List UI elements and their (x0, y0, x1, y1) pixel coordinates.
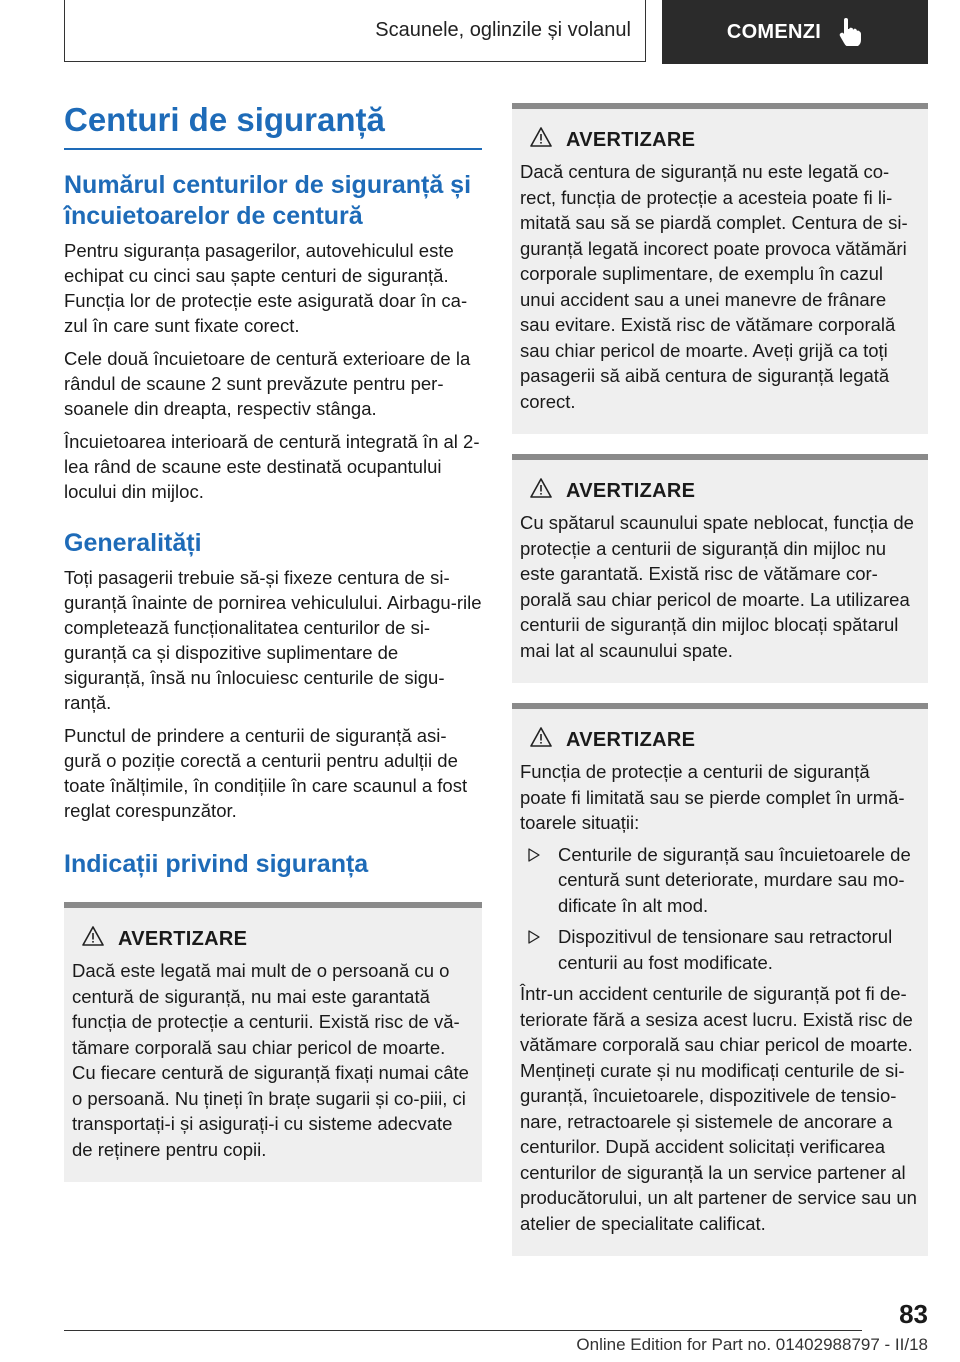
page-header (64, 0, 928, 64)
warning-box (512, 454, 928, 683)
hand-pointer-icon (839, 18, 863, 46)
warning-label: AVERTIZARE (118, 927, 248, 950)
paragraph: Punctul de prindere a centurii de siguranță asi-gură o poziție corectă a centurii pentru adulții de toate înălțimile, în condițiile în care scaunul a fost reglat corespunzător. (64, 725, 468, 821)
edition-note: Online Edition for Part no. 01402988797 - II/18 (576, 1335, 928, 1354)
chapter-tab[interactable] (662, 0, 928, 64)
warning-label: AVERTIZARE (566, 128, 696, 151)
heading-general: Generalități (64, 529, 202, 557)
list-item (528, 842, 920, 919)
triangle-bullet-icon (528, 924, 544, 975)
warning-header (520, 478, 920, 504)
warning-box (512, 703, 928, 1256)
warning-triangle-icon (82, 926, 104, 952)
warning-header (520, 727, 920, 753)
warning-text: Într-un accident centurile de siguranță pot fi de-teriorate fără a sesiza acest lucru. Există risc de vătămare corporală sau chiar pericol de moarte. Mențineți curate și nu modificați centurile de si-guranță, încuietoarele, dispozitivele de tensio-nare, retractoarele și sistemele de ancorare a centurilor. După accident solicitați verificarea centurilor de siguranță la un service partener al producătorului, un alt partener de service sau un atelier de specialitate calificat. (520, 983, 917, 1234)
list-item-text: Centurile de siguranță sau încuietoarele de centură sunt deteriorate, murdare sau mo-dificate în alt mod. (558, 843, 911, 916)
footer-divider (64, 1330, 862, 1331)
list-item (528, 924, 920, 975)
warning-text: Dacă centura de siguranță nu este legată co-rect, funcția de protecție a acesteia poate fi li-mitată sau să se piardă complet. Centura de si-guranță legată incorect poate provoca vătămări corporale suplimentare, de exemplu în cazul unui accident sau a unei manevre de frânare sau evitare. Există risc de vătămare corporală sau chiar pericol de moarte. Aveți grijă ca toți pasagerii să aibă centura de siguranță legată corect. (520, 161, 908, 412)
heading-belt-count: Numărul centurilor de siguranță și încuietoarelor de centură (64, 171, 472, 230)
warning-header (520, 127, 920, 153)
page-title: Centuri de siguranță (64, 100, 482, 150)
paragraph: Toți pasagerii trebuie să-și fixeze centura de si-guranță înainte de pornirea vehiculului. Airbagu-rile completează funcționalitatea centurilor de si-guranță ca și dispozitive suplimentare de siguranță, însă nu înlocuiesc centurile de sigu-ranță. (64, 567, 482, 713)
section-title: Scaunele, oglinzile și volanul (64, 0, 646, 62)
page-number: 83 (899, 1299, 928, 1329)
paragraph: Încuietoarea interioară de centură integrată în al 2-lea rând de scaune este destinată ocupantului locului din mijloc. (64, 431, 480, 502)
paragraph: Cele două încuietoare de centură exterioare de la rândul de scaune 2 sunt prevăzute pentru per-soanele din dreapta, respectiv stânga. (64, 348, 471, 419)
warning-label: AVERTIZARE (566, 479, 696, 502)
warning-header (72, 926, 474, 952)
warning-box (64, 902, 482, 1182)
triangle-bullet-icon (528, 842, 544, 919)
warning-label: AVERTIZARE (566, 728, 696, 751)
warning-text: Dacă este legată mai mult de o persoană cu o centură de siguranță, nu mai este garantată funcția de protecție a centurii. Există risc de vă-tămare corporală sau chiar pericol de moarte. Cu fiecare centură de siguranță fixați numai câte o persoană. Nu țineți în brațe sugarii și co-piii, ci transportați-i și asigurați-i cu sisteme adecvate de reținere pentru copii. (72, 960, 469, 1160)
right-column (512, 103, 928, 1276)
warning-text: Funcția de protecție a centurii de siguranță poate fi limitată sau se pierde complet în urmă-toarele situații: (520, 761, 905, 833)
paragraph: Pentru siguranța pasagerilor, autovehiculul este echipat cu cinci sau șapte centuri de siguranță. Funcția lor de protecție este asigurată doar în ca-zul în care sunt fixate corect. (64, 240, 468, 336)
warning-text: Cu spătarul scaunului spate neblocat, funcția de protecție a centurii de siguranță din mijloc nu este garantată. Există risc de vătămare cor-porală sau chiar pericol de moarte. La utilizarea centurii de siguranță din mijloc blocați spătarul mai lat al scaunului spate. (520, 512, 914, 661)
warning-box (512, 103, 928, 434)
warning-triangle-icon (530, 478, 552, 504)
warning-triangle-icon (530, 127, 552, 153)
left-column (64, 100, 482, 1182)
list-item-text: Dispozitivul de tensionare sau retractorul centurii au fost modificate. (558, 926, 893, 973)
chapter-tab-label: COMENZI (726, 20, 822, 43)
heading-safety: Indicații privind siguranța (64, 850, 369, 878)
warning-triangle-icon (530, 727, 552, 753)
